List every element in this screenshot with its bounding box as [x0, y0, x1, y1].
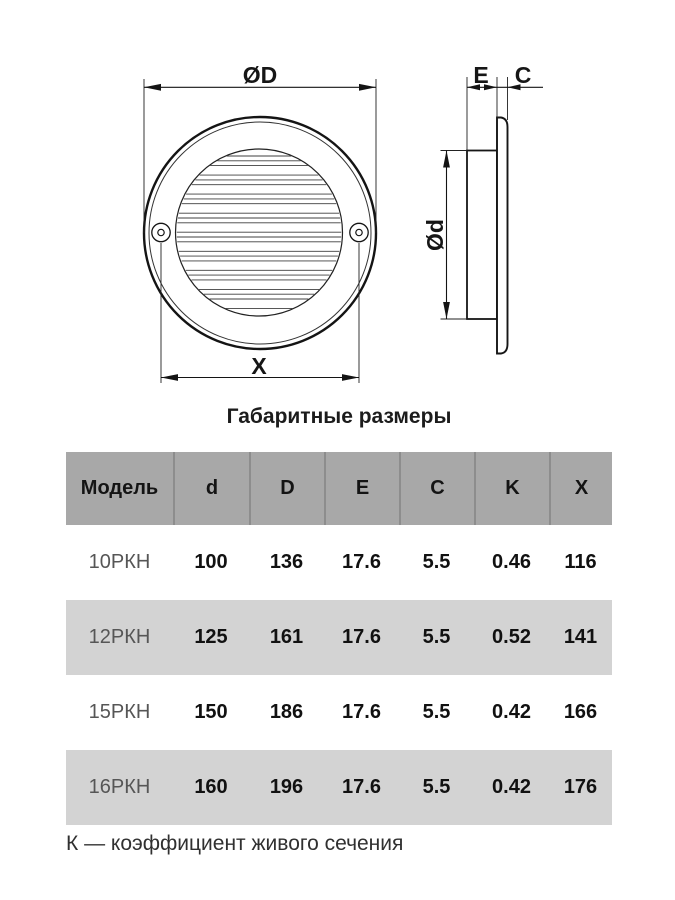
dim-label-duct-diameter: Ød	[422, 219, 448, 251]
section-title: Габаритные размеры	[226, 405, 452, 428]
header-cell-model: Модель	[80, 477, 159, 499]
table-header-row	[66, 452, 612, 525]
cell-value: 136	[269, 551, 304, 573]
table-row	[66, 675, 612, 750]
header-cell-K: K	[474, 452, 549, 525]
cell-value: 166	[563, 701, 598, 723]
cell-value: 116	[564, 551, 597, 573]
table-row	[66, 750, 612, 825]
dim-duct-diameter	[422, 151, 467, 320]
dim-label-outer-diameter: ØD	[242, 62, 278, 88]
dimension-diagram	[0, 0, 675, 430]
cell-value: 125	[194, 626, 228, 648]
cell-value: 17.6	[342, 626, 381, 648]
cell-value: 17.6	[342, 701, 381, 723]
cell-value: 141	[563, 626, 598, 648]
cell-value: 5.5	[422, 551, 451, 573]
model-name: 16РКН	[88, 776, 151, 798]
screw-hole-right	[350, 223, 368, 241]
footnote: К — коэффициент живого сечения	[66, 832, 404, 855]
cell-value: 100	[194, 551, 228, 573]
cell-value: 0.42	[492, 776, 531, 798]
table-row	[66, 525, 612, 600]
model-name: 10РКН	[88, 551, 151, 573]
screw-hole-left	[152, 223, 170, 241]
cell-value: 161	[269, 626, 304, 648]
flange-plate	[497, 118, 508, 354]
header-cell-D: D	[249, 452, 324, 525]
cell-value: 17.6	[342, 551, 381, 573]
cell-value: 0.42	[492, 701, 531, 723]
duct-body	[467, 151, 497, 320]
header-cell-X: X	[549, 452, 612, 525]
model-name: 15РКН	[88, 701, 151, 723]
side-view	[422, 62, 543, 354]
dim-label-hole-spacing: X	[251, 353, 267, 379]
cell-value: 0.52	[492, 626, 531, 648]
table-row	[66, 600, 612, 675]
cell-value: 160	[194, 776, 228, 798]
cell-value: 5.5	[422, 776, 451, 798]
cell-value: 5.5	[422, 701, 451, 723]
dim-label-flange-thickness: C	[514, 62, 532, 88]
dim-label-depth: E	[473, 62, 489, 88]
header-cell-d: d	[173, 452, 249, 525]
cell-value: 0.46	[492, 551, 531, 573]
header-cell-C: C	[399, 452, 474, 525]
header-cell-E: E	[324, 452, 399, 525]
cell-value: 5.5	[422, 626, 451, 648]
front-view	[144, 62, 376, 383]
cell-value: 176	[563, 776, 598, 798]
cell-value: 150	[194, 701, 228, 723]
dimensions-table	[66, 452, 612, 825]
cell-value: 17.6	[342, 776, 381, 798]
cell-value: 186	[269, 701, 304, 723]
model-name: 12РКН	[88, 626, 151, 648]
cell-value: 196	[269, 776, 304, 798]
